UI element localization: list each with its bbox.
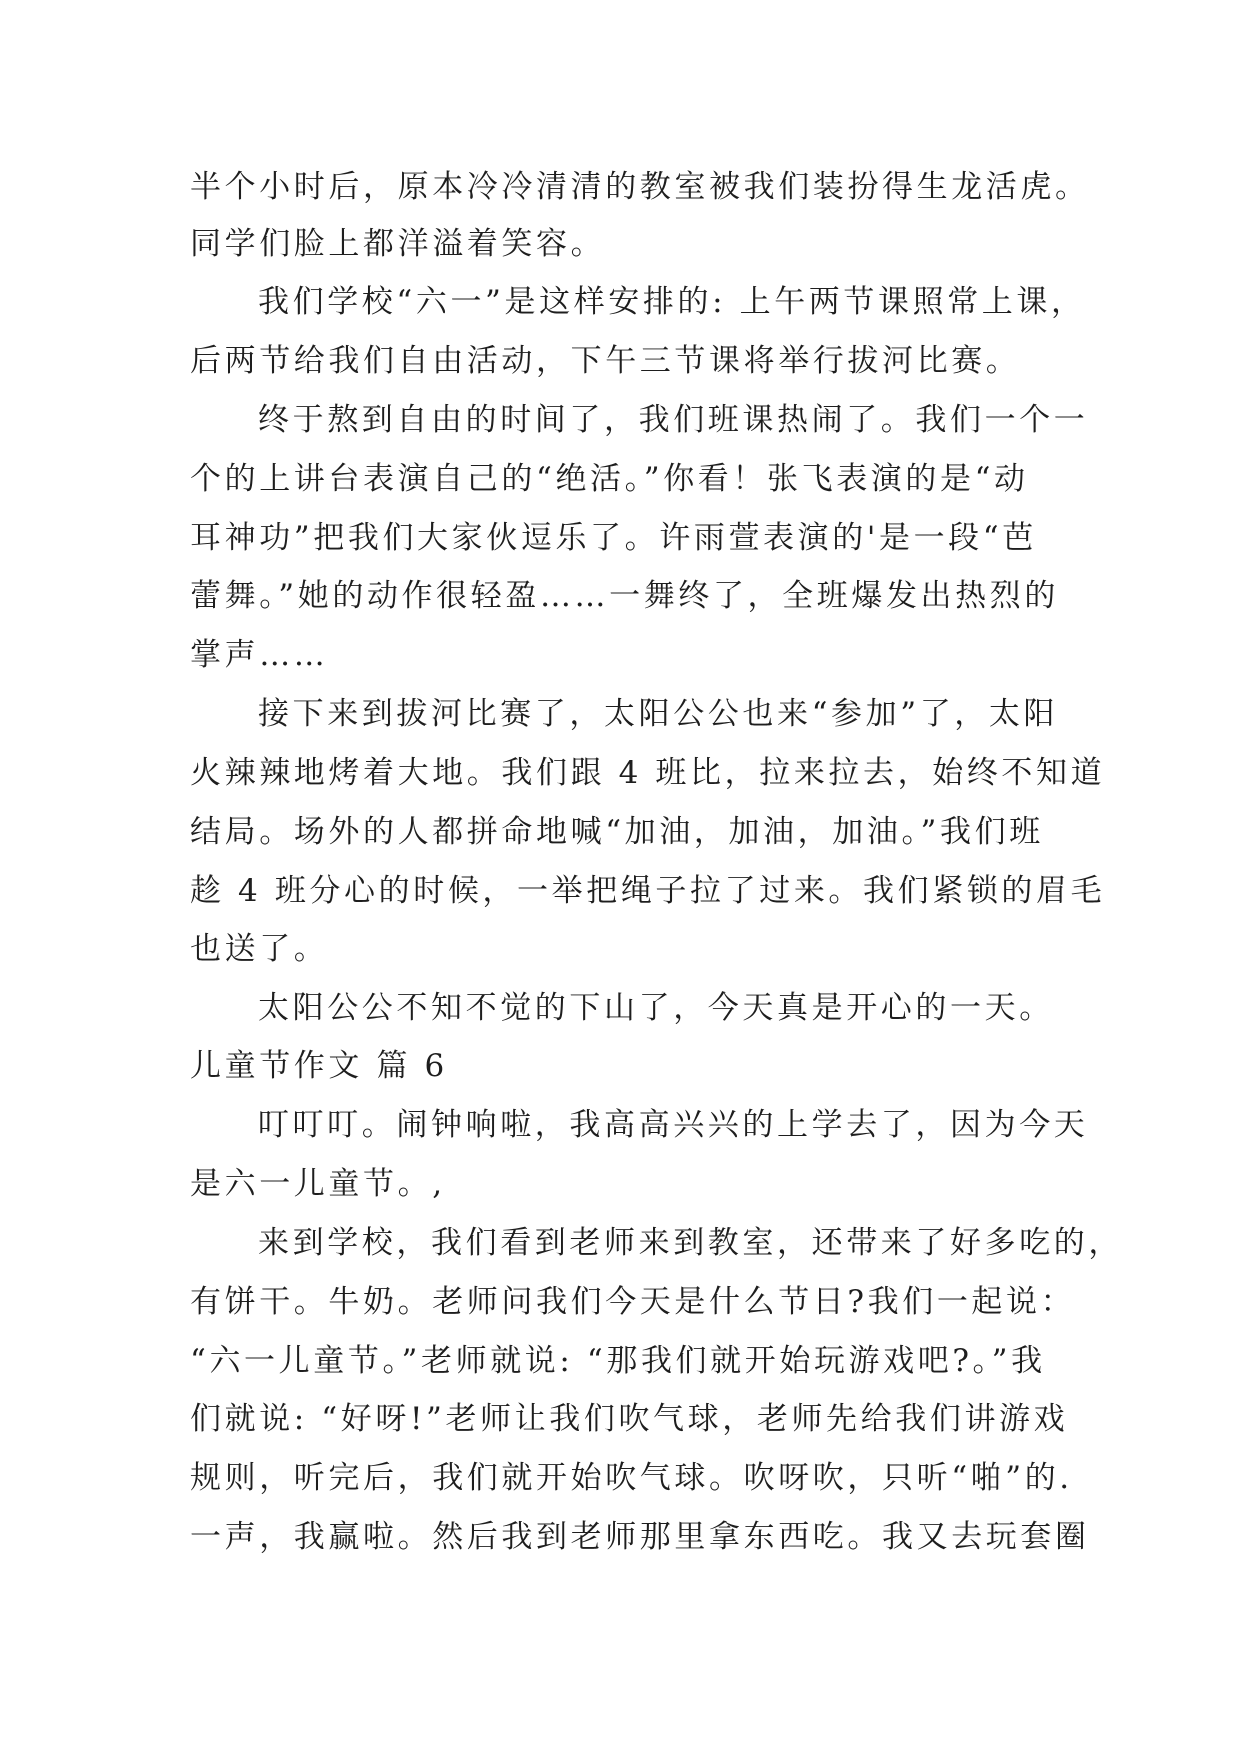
text-line: 半个小时后，原本冷冷清清的教室被我们装扮得生龙活虎。	[190, 169, 1090, 205]
text-line: “六一儿童节。”老师就说: “那我们就开始玩游戏吧?。”我	[190, 1343, 1046, 1379]
text-line: 规则，听完后，我们就开始吹气球。吹呀吹，只听“啪”的.	[190, 1460, 1073, 1496]
paragraph-start: 接下来到拔河比赛了，太阳公公也来“参加”了，太阳	[258, 696, 1059, 732]
text-line: 同学们脸上都洋溢着笑容。	[190, 226, 606, 262]
text-line: 们就说: “好呀!”老师让我们吹气球，老师先给我们讲游戏	[190, 1401, 1069, 1437]
text-line: 趁 4 班分心的时候，一举把绳子拉了过来。我们紧锁的眉毛	[190, 873, 1106, 909]
paragraph-start: 终于熬到自由的时间了，我们班课热闹了。我们一个一	[258, 402, 1089, 438]
paragraph-start: 我们学校“六一”是这样安排的: 上午两节课照常上课，	[258, 284, 1086, 320]
text-line: 耳神功”把我们大家伙逗乐了。许雨萱表演的'是一段“芭	[190, 520, 1037, 556]
paragraph-start: 来到学校，我们看到老师来到教室，还带来了好多吃的，	[258, 1225, 1123, 1261]
text-line: 蕾舞。”她的动作很轻盈……一舞终了，全班爆发出热烈的	[190, 578, 1059, 614]
text-line: 有饼干。牛奶。老师问我们今天是什么节日?我们一起说：	[190, 1284, 1076, 1320]
text-line: 是六一儿童节。,	[190, 1166, 446, 1202]
text-line: 后两节给我们自由活动，下午三节课将举行拔河比赛。	[190, 343, 1021, 379]
text-line: 结局。场外的人都拼命地喊“加油，加油，加油。”我们班	[190, 814, 1044, 850]
text-line: 火辣辣地烤着大地。我们跟 4 班比，拉来拉去，始终不知道	[190, 755, 1106, 791]
paragraph-start: 叮叮叮。闹钟响啦，我高高兴兴的上学去了，因为今天	[258, 1107, 1089, 1143]
text-line: 掌声……	[190, 637, 329, 673]
text-line: 也送了。	[190, 931, 329, 967]
paragraph-start: 太阳公公不知不觉的下山了，今天真是开心的一天。	[258, 990, 1054, 1026]
section-heading: 儿童节作文 篇 6	[190, 1048, 448, 1084]
text-line: 个的上讲台表演自己的“绝活。”你看！张飞表演的是“动	[190, 461, 1029, 497]
text-line: 一声，我赢啦。然后我到老师那里拿东西吃。我又去玩套圈	[190, 1519, 1090, 1555]
